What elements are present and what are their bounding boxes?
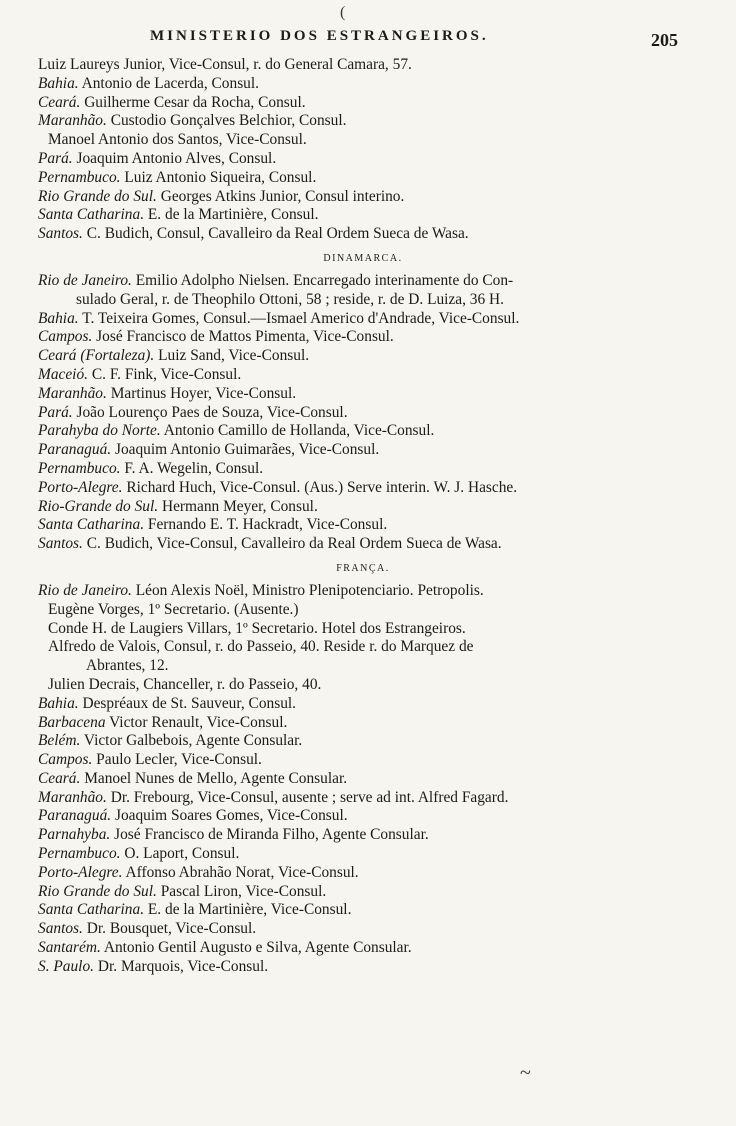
entry-text: Luiz Laureys Junior, Vice-Consul, r. do General Camara, 57.	[38, 56, 412, 73]
entry-text: Alfredo de Valois, Consul, r. do Passeio, 40. Reside r. do Marquez de	[48, 638, 474, 656]
directory-entry	[38, 366, 688, 385]
entry-text: Joaquim Antonio Alves, Consul.	[76, 149, 277, 167]
entry-place: Ceará (Fortaleza).	[38, 347, 155, 365]
entry-text: Pascal Liron, Vice-Consul.	[160, 882, 327, 900]
entry-continuation: sulado Geral, r. de Theophilo Ottoni, 58 ; reside, r. de D. Luiza, 36 H.	[76, 290, 504, 308]
entry-text: Conde H. de Laugiers Villars, 1º Secretario. Hotel dos Estrangeiros.	[48, 619, 466, 637]
directory-entry	[38, 328, 688, 347]
entry-place: Santos.	[38, 225, 83, 243]
entry-text: Dr. Bousquet, Vice-Consul.	[86, 920, 257, 938]
entry-place: Pernambuco.	[38, 845, 121, 863]
directory-entry	[38, 112, 688, 131]
entry-text: Fernando E. T. Hackradt, Vice-Consul.	[147, 516, 388, 534]
directory-entry	[38, 920, 688, 939]
entry-text: Georges Atkins Junior, Consul interino.	[160, 187, 405, 205]
entry-line	[38, 751, 262, 768]
directory-entry	[38, 695, 688, 714]
entry-text: Custodio Gonçalves Belchior, Consul.	[110, 112, 347, 130]
directory-entry	[38, 939, 688, 958]
entry-line	[38, 845, 239, 862]
entry-place: Maranhão.	[38, 112, 107, 130]
entry-text: Hermann Meyer, Consul.	[161, 497, 318, 515]
page-title: MINISTERIO DOS ESTRANGEIROS.	[150, 28, 489, 44]
entry-text: Luiz Sand, Vice-Consul.	[158, 347, 310, 365]
entry-place: Porto-Alegre.	[38, 863, 123, 881]
entry-line	[38, 206, 318, 223]
entry-line	[38, 150, 276, 167]
entry-line	[38, 366, 241, 383]
entry-text: José Francisco de Miranda Filho, Agente Consular.	[114, 826, 429, 844]
entry-line	[38, 75, 259, 92]
entry-text: Dr. Frebourg, Vice-Consul, ausente ; serve ad int. Alfred Fagard.	[110, 788, 509, 806]
directory-entry	[38, 807, 688, 826]
entry-place: Santos.	[38, 920, 83, 938]
entry-text: C. F. Fink, Vice-Consul.	[91, 365, 242, 383]
entry-text: Joaquim Soares Gomes, Vice-Consul.	[114, 807, 348, 825]
entry-place: Ceará.	[38, 93, 81, 111]
entry-place: Bahia.	[38, 74, 79, 92]
entry-place: Belém.	[38, 732, 81, 750]
directory-entry	[38, 310, 688, 329]
entry-line	[38, 328, 394, 345]
entry-text: Emilio Adolpho Nielsen. Encarregado interinamente do Con-	[135, 271, 514, 289]
entry-place: Santos.	[38, 535, 83, 553]
entry-continuation: Abrantes, 12.	[86, 657, 169, 675]
directory-entry	[38, 732, 688, 751]
entry-place: Pará.	[38, 149, 73, 167]
entry-line	[38, 188, 404, 205]
document-body	[38, 56, 688, 977]
directory-entry	[38, 601, 688, 620]
entry-line	[38, 920, 256, 937]
entry-line	[38, 826, 429, 843]
directory-entry	[38, 441, 688, 460]
directory-entry	[38, 460, 688, 479]
entry-line	[48, 676, 321, 693]
entry-text: E. de la Martinière, Consul.	[147, 206, 319, 224]
entry-text: Luiz Antonio Siqueira, Consul.	[124, 168, 317, 186]
entry-line	[38, 582, 484, 599]
directory-entry	[38, 826, 688, 845]
entry-place: Rio Grande do Sul.	[38, 187, 157, 205]
entry-text: Despréaux de St. Sauveur, Consul.	[82, 694, 297, 712]
entry-text: Guilherme Cesar da Rocha, Consul.	[84, 93, 306, 111]
entry-line	[38, 516, 387, 533]
entry-place: Rio-Grande do Sul.	[38, 497, 159, 515]
entry-text: C. Budich, Consul, Cavalleiro da Real Ordem Sueca de Wasa.	[86, 225, 469, 243]
entry-line	[38, 770, 347, 787]
entry-text: Julien Decrais, Chanceller, r. do Passeio, 40.	[48, 675, 322, 693]
entry-text: Victor Galbebois, Agente Consular.	[83, 732, 303, 750]
directory-entry	[38, 385, 688, 404]
entry-place: Santa Catharina.	[38, 901, 145, 919]
entry-place: S. Paulo.	[38, 957, 95, 975]
entry-line	[48, 620, 466, 637]
entry-line	[38, 422, 434, 439]
entry-text: F. A. Wegelin, Consul.	[124, 459, 264, 477]
entry-place: Campos.	[38, 751, 93, 769]
entry-place: Rio Grande do Sul.	[38, 882, 157, 900]
entry-place: Porto-Alegre.	[38, 478, 123, 496]
directory-entry	[38, 883, 688, 902]
directory-entry	[38, 845, 688, 864]
directory-entry	[38, 535, 688, 554]
directory-entry	[38, 582, 688, 601]
entry-text: Joaquim Antonio Guimarães, Vice-Consul.	[114, 441, 380, 459]
entry-text: O. Laport, Consul.	[124, 845, 240, 863]
directory-entry	[38, 516, 688, 535]
entry-place: Maceió.	[38, 365, 88, 383]
section-heading: FRANÇA.	[336, 562, 390, 574]
page-number: 205	[651, 30, 678, 50]
entry-place: Pará.	[38, 403, 73, 421]
entry-text: Richard Huch, Vice-Consul. (Aus.) Serve interin. W. J. Hasche.	[126, 478, 518, 496]
entry-place: Ceará.	[38, 769, 81, 787]
entry-text: Antonio de Lacerda, Consul.	[81, 74, 260, 92]
entry-text: Antonio Gentil Augusto e Silva, Agente Consular.	[103, 939, 412, 957]
directory-entry	[38, 479, 688, 498]
entry-place: Bahia.	[38, 309, 79, 327]
entry-line	[48, 638, 688, 657]
entry-place: Santa Catharina.	[38, 516, 145, 534]
entry-place: Paranaguá.	[38, 807, 112, 825]
entry-text: Léon Alexis Noël, Ministro Plenipotenciario. Petropolis.	[135, 581, 484, 599]
directory-entry	[38, 188, 688, 207]
entry-line	[38, 901, 351, 918]
entry-place: Barbacena	[38, 713, 106, 731]
entry-line	[38, 535, 502, 552]
directory-entry	[38, 864, 688, 883]
entry-line	[48, 131, 307, 148]
entry-line	[38, 169, 316, 186]
entry-line	[38, 56, 412, 73]
entry-line	[38, 958, 268, 975]
entry-place: Rio de Janeiro.	[38, 581, 132, 599]
entry-line	[38, 883, 326, 900]
directory-entry	[38, 94, 688, 113]
entry-place: Santarém.	[38, 939, 101, 957]
directory-entry	[38, 789, 688, 808]
directory-entry	[38, 958, 688, 977]
entry-line	[38, 479, 517, 496]
entry-line	[38, 94, 306, 111]
print-flourish-mark: ~	[520, 1062, 531, 1084]
directory-entry	[38, 206, 688, 225]
directory-entry	[38, 75, 688, 94]
directory-entry	[38, 56, 688, 75]
entry-line	[38, 498, 318, 515]
entry-text: Manoel Nunes de Mello, Agente Consular.	[84, 769, 348, 787]
entry-place: Santa Catharina.	[38, 206, 145, 224]
entry-place: Maranhão.	[38, 384, 107, 402]
print-mark: (	[340, 4, 346, 21]
entry-text: E. de la Martinière, Vice-Consul.	[147, 901, 352, 919]
entry-text: C. Budich, Vice-Consul, Cavalleiro da Real Ordem Sueca de Wasa.	[86, 535, 502, 553]
entry-text: Dr. Marquois, Vice-Consul.	[97, 957, 269, 975]
entry-place: Pernambuco.	[38, 459, 121, 477]
entry-place: Pernambuco.	[38, 168, 121, 186]
directory-entry	[38, 901, 688, 920]
entry-place: Rio de Janeiro.	[38, 271, 132, 289]
directory-entry	[38, 169, 688, 188]
entry-text: Eugène Vorges, 1º Secretario. (Ausente.)	[48, 600, 299, 618]
directory-entry	[38, 150, 688, 169]
entry-place: Bahia.	[38, 694, 79, 712]
entry-text: Affonso Abrahão Norat, Vice-Consul.	[125, 863, 359, 881]
entry-line	[38, 460, 263, 477]
entry-line	[38, 789, 508, 806]
directory-entry	[38, 272, 688, 310]
entry-place: Campos.	[38, 328, 93, 346]
directory-entry	[38, 714, 688, 733]
directory-entry	[38, 422, 688, 441]
entry-text: T. Teixeira Gomes, Consul.—Ismael Americo d'Andrade, Vice-Consul.	[82, 309, 520, 327]
entry-text: João Lourenço Paes de Souza, Vice-Consul.	[76, 403, 348, 421]
entry-line	[38, 272, 688, 291]
entry-text: Victor Renault, Vice-Consul.	[109, 713, 288, 731]
entry-line	[48, 601, 299, 618]
entry-line	[38, 695, 296, 712]
entry-line	[38, 225, 469, 242]
directory-entry	[38, 676, 688, 695]
entry-line	[38, 112, 347, 129]
entry-line	[38, 441, 379, 458]
directory-entry	[38, 225, 688, 244]
entry-text: Martinus Hoyer, Vice-Consul.	[110, 384, 297, 402]
entry-line	[38, 732, 302, 749]
entry-place: Paranaguá.	[38, 441, 112, 459]
directory-entry	[38, 620, 688, 639]
entry-line	[38, 939, 412, 956]
entry-line	[38, 807, 348, 824]
section-heading: DINAMARCA.	[323, 252, 403, 264]
entry-line	[38, 864, 359, 881]
entry-place: Parnahyba.	[38, 826, 111, 844]
entry-text: Paulo Lecler, Vice-Consul.	[96, 751, 262, 769]
entry-line	[38, 714, 287, 731]
entry-text: Antonio Camillo de Hollanda, Vice-Consul.	[163, 422, 435, 440]
entry-line	[38, 310, 519, 327]
page-header	[0, 28, 736, 52]
directory-entry	[38, 498, 688, 517]
entry-text: José Francisco de Mattos Pimenta, Vice-Consul.	[96, 328, 394, 346]
entry-line	[38, 385, 296, 402]
entry-place: Parahyba do Norte.	[38, 422, 161, 440]
entry-line	[38, 347, 309, 364]
entry-text: Manoel Antonio dos Santos, Vice-Consul.	[48, 131, 307, 149]
directory-entry	[38, 638, 688, 676]
directory-entry	[38, 404, 688, 423]
entry-place: Maranhão.	[38, 788, 107, 806]
directory-entry	[38, 131, 688, 150]
directory-entry	[38, 751, 688, 770]
directory-entry	[38, 347, 688, 366]
directory-entry	[38, 770, 688, 789]
entry-line	[38, 404, 348, 421]
